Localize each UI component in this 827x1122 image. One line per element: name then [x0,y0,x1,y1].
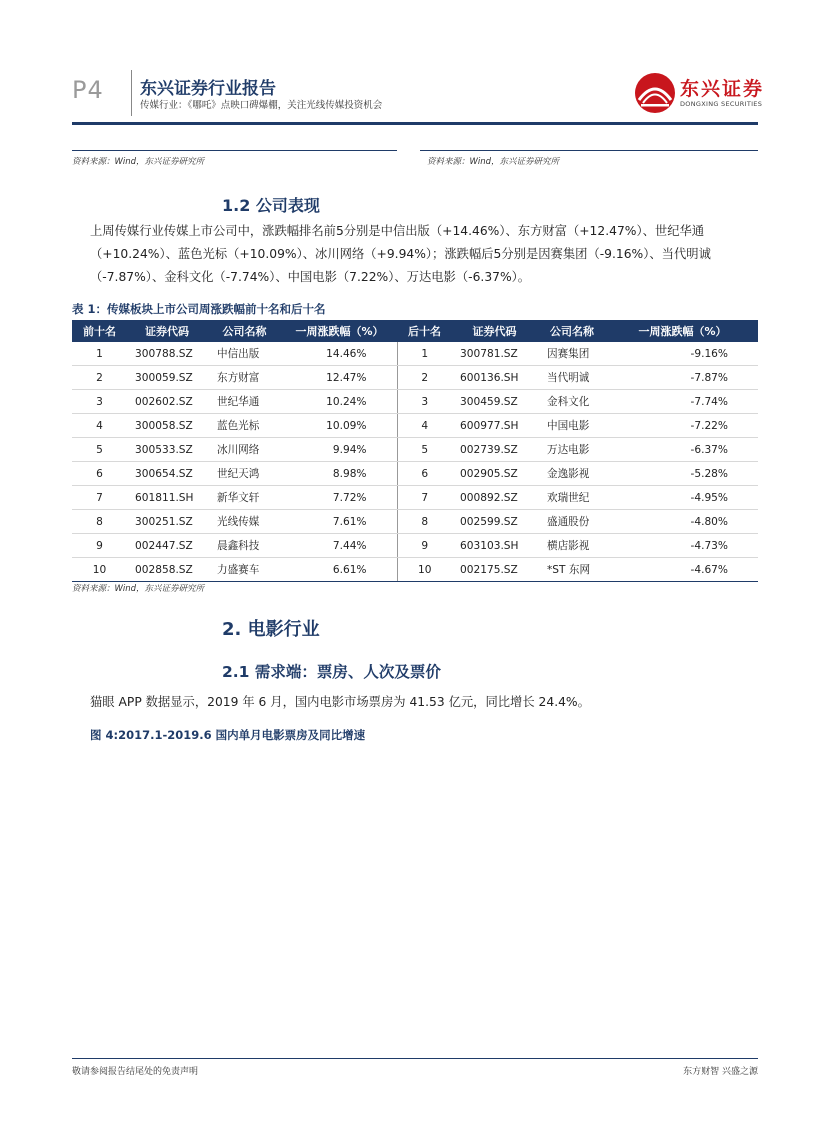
top-change-cell: 7.72% [282,486,397,510]
bottom-code-cell: 300459.SZ [452,390,537,414]
bottom-name-cell: 因赛集团 [537,342,607,366]
bottom-change-cell: -7.74% [607,390,758,414]
top-code-cell: 002447.SZ [127,534,207,558]
bottom-rank-cell: 4 [397,414,452,438]
section-heading-2-1: 2.1 需求端：票房、人次及票价 [222,663,441,681]
bottom-code-cell: 600977.SH [452,414,537,438]
table-row [72,390,758,414]
bottom-name-cell: *ST 东网 [537,558,607,582]
box-office-paragraph: 猫眼 APP 数据显示，2019 年 6 月，国内电影市场票房为 41.53 亿元，同比增长 24.4%。 [90,695,590,709]
footer-rule [72,1058,758,1059]
top-code-cell: 300058.SZ [127,414,207,438]
header-bottom-name: 公司名称 [537,320,607,342]
top-change-cell: 9.94% [282,438,397,462]
footer-slogan: 东方财智 兴盛之源 [683,1067,758,1077]
top-change-cell: 14.46% [282,342,397,366]
table-row [72,534,758,558]
top-rank-cell: 8 [72,510,127,534]
bottom-name-cell: 横店影视 [537,534,607,558]
top-code-cell: 300059.SZ [127,366,207,390]
header-bottom-rank: 后十名 [397,320,452,342]
top-name-cell: 力盛赛车 [207,558,282,582]
top-code-cell: 300788.SZ [127,342,207,366]
bottom-rank-cell: 2 [397,366,452,390]
bottom-rank-cell: 7 [397,486,452,510]
ranking-table [72,320,758,582]
bottom-change-cell: -4.95% [607,486,758,510]
top-rank-cell: 7 [72,486,127,510]
top-rank-cell: 1 [72,342,127,366]
top-change-cell: 7.44% [282,534,397,558]
top-rank-cell: 9 [72,534,127,558]
bottom-name-cell: 当代明诚 [537,366,607,390]
section-heading-2: 2. 电影行业 [222,619,320,640]
top-code-cell: 300533.SZ [127,438,207,462]
bottom-rank-cell: 5 [397,438,452,462]
logo-wordmark: 东兴证券 [680,78,765,100]
report-title: 东兴证券行业报告 [140,79,276,99]
figure-caption: 图 4:2017.1-2019.6 国内单月电影票房及同比增速 [90,728,366,742]
top-rank-cell: 5 [72,438,127,462]
top-name-cell: 光线传媒 [207,510,282,534]
top-name-cell: 晨鑫科技 [207,534,282,558]
bottom-rank-cell: 8 [397,510,452,534]
logo-english: DONGXING SECURITIES [680,100,763,108]
top-name-cell: 中信出版 [207,342,282,366]
bottom-change-cell: -9.16% [607,342,758,366]
source-rule-right [420,150,758,151]
top-change-cell: 6.61% [282,558,397,582]
top-change-cell: 10.09% [282,414,397,438]
top-name-cell: 冰川网络 [207,438,282,462]
bottom-change-cell: -7.87% [607,366,758,390]
top-name-cell: 新华文轩 [207,486,282,510]
bottom-name-cell: 金科文化 [537,390,607,414]
table-source-note: 资料来源：Wind，东兴证券研究所 [72,584,205,594]
top-name-cell: 世纪天鸿 [207,462,282,486]
bottom-rank-cell: 9 [397,534,452,558]
company-performance-paragraph: 上周传媒行业传媒上市公司中，涨跌幅排名前5分别是中信出版（+14.46%）、东方财富（+12.47%）、世纪华通（+10.24%）、蓝色光标（+10.09%）、冰川网络（+9.94%）；涨跌幅后5分别是因赛集团（-9.16%）、当代明诚（-7.87%）、金科文化（-7.74%）、中国电影（7.22%）、万达电影（-6.37%）。 [90,224,711,284]
bottom-code-cell: 000892.SZ [452,486,537,510]
header-rule [72,122,758,125]
header-top-name: 公司名称 [207,320,282,342]
source-rule-left [72,150,397,151]
bottom-change-cell: -4.80% [607,510,758,534]
bottom-code-cell: 002599.SZ [452,510,537,534]
table-row [72,486,758,510]
header-divider [131,70,132,116]
bottom-rank-cell: 10 [397,558,452,582]
top-rank-cell: 10 [72,558,127,582]
header-top-code: 证券代码 [127,320,207,342]
section-heading-1-2: 1.2 公司表现 [222,196,320,215]
header-top-rank: 前十名 [72,320,127,342]
bottom-code-cell: 300781.SZ [452,342,537,366]
source-note-left: 资料来源：Wind，东兴证券研究所 [72,157,205,167]
bottom-rank-cell: 1 [397,342,452,366]
table-row [72,438,758,462]
bottom-name-cell: 欢瑞世纪 [537,486,607,510]
top-code-cell: 601811.SH [127,486,207,510]
bottom-change-cell: -4.73% [607,534,758,558]
top-name-cell: 世纪华通 [207,390,282,414]
top-code-cell: 002858.SZ [127,558,207,582]
table-row [72,462,758,486]
top-change-cell: 10.24% [282,390,397,414]
table-header-row [72,320,758,342]
top-code-cell: 300654.SZ [127,462,207,486]
top-rank-cell: 3 [72,390,127,414]
table-row [72,558,758,582]
bottom-code-cell: 600136.SH [452,366,537,390]
top-rank-cell: 4 [72,414,127,438]
bottom-code-cell: 002905.SZ [452,462,537,486]
footer-disclaimer: 敬请参阅报告结尾处的免责声明 [72,1067,199,1077]
top-code-cell: 300251.SZ [127,510,207,534]
bottom-name-cell: 盛通股份 [537,510,607,534]
table-row [72,342,758,366]
top-change-cell: 7.61% [282,510,397,534]
bottom-change-cell: -7.22% [607,414,758,438]
top-rank-cell: 2 [72,366,127,390]
report-subtitle: 传媒行业：《哪吒》点映口碑爆棚，关注光线传媒投资机会 [140,100,383,111]
header-top-change: 一周涨跌幅（%） [282,320,397,342]
bottom-code-cell: 002739.SZ [452,438,537,462]
table-caption: 表 1：传媒板块上市公司周涨跌幅前十名和后十名 [72,302,326,316]
bottom-change-cell: -6.37% [607,438,758,462]
top-code-cell: 002602.SZ [127,390,207,414]
table-row [72,414,758,438]
bottom-name-cell: 万达电影 [537,438,607,462]
bottom-rank-cell: 3 [397,390,452,414]
top-name-cell: 东方财富 [207,366,282,390]
header-bottom-code: 证券代码 [452,320,537,342]
bottom-rank-cell: 6 [397,462,452,486]
bottom-change-cell: -4.67% [607,558,758,582]
table-row [72,366,758,390]
top-rank-cell: 6 [72,462,127,486]
page-number: P4 [72,76,104,104]
bottom-code-cell: 603103.SH [452,534,537,558]
top-name-cell: 蓝色光标 [207,414,282,438]
bottom-name-cell: 金逸影视 [537,462,607,486]
bottom-name-cell: 中国电影 [537,414,607,438]
top-change-cell: 12.47% [282,366,397,390]
source-note-right: 资料来源：Wind，东兴证券研究所 [427,157,560,167]
top-change-cell: 8.98% [282,462,397,486]
table-row [72,510,758,534]
bottom-code-cell: 002175.SZ [452,558,537,582]
header-bottom-change: 一周涨跌幅（%） [607,320,758,342]
bottom-change-cell: -5.28% [607,462,758,486]
